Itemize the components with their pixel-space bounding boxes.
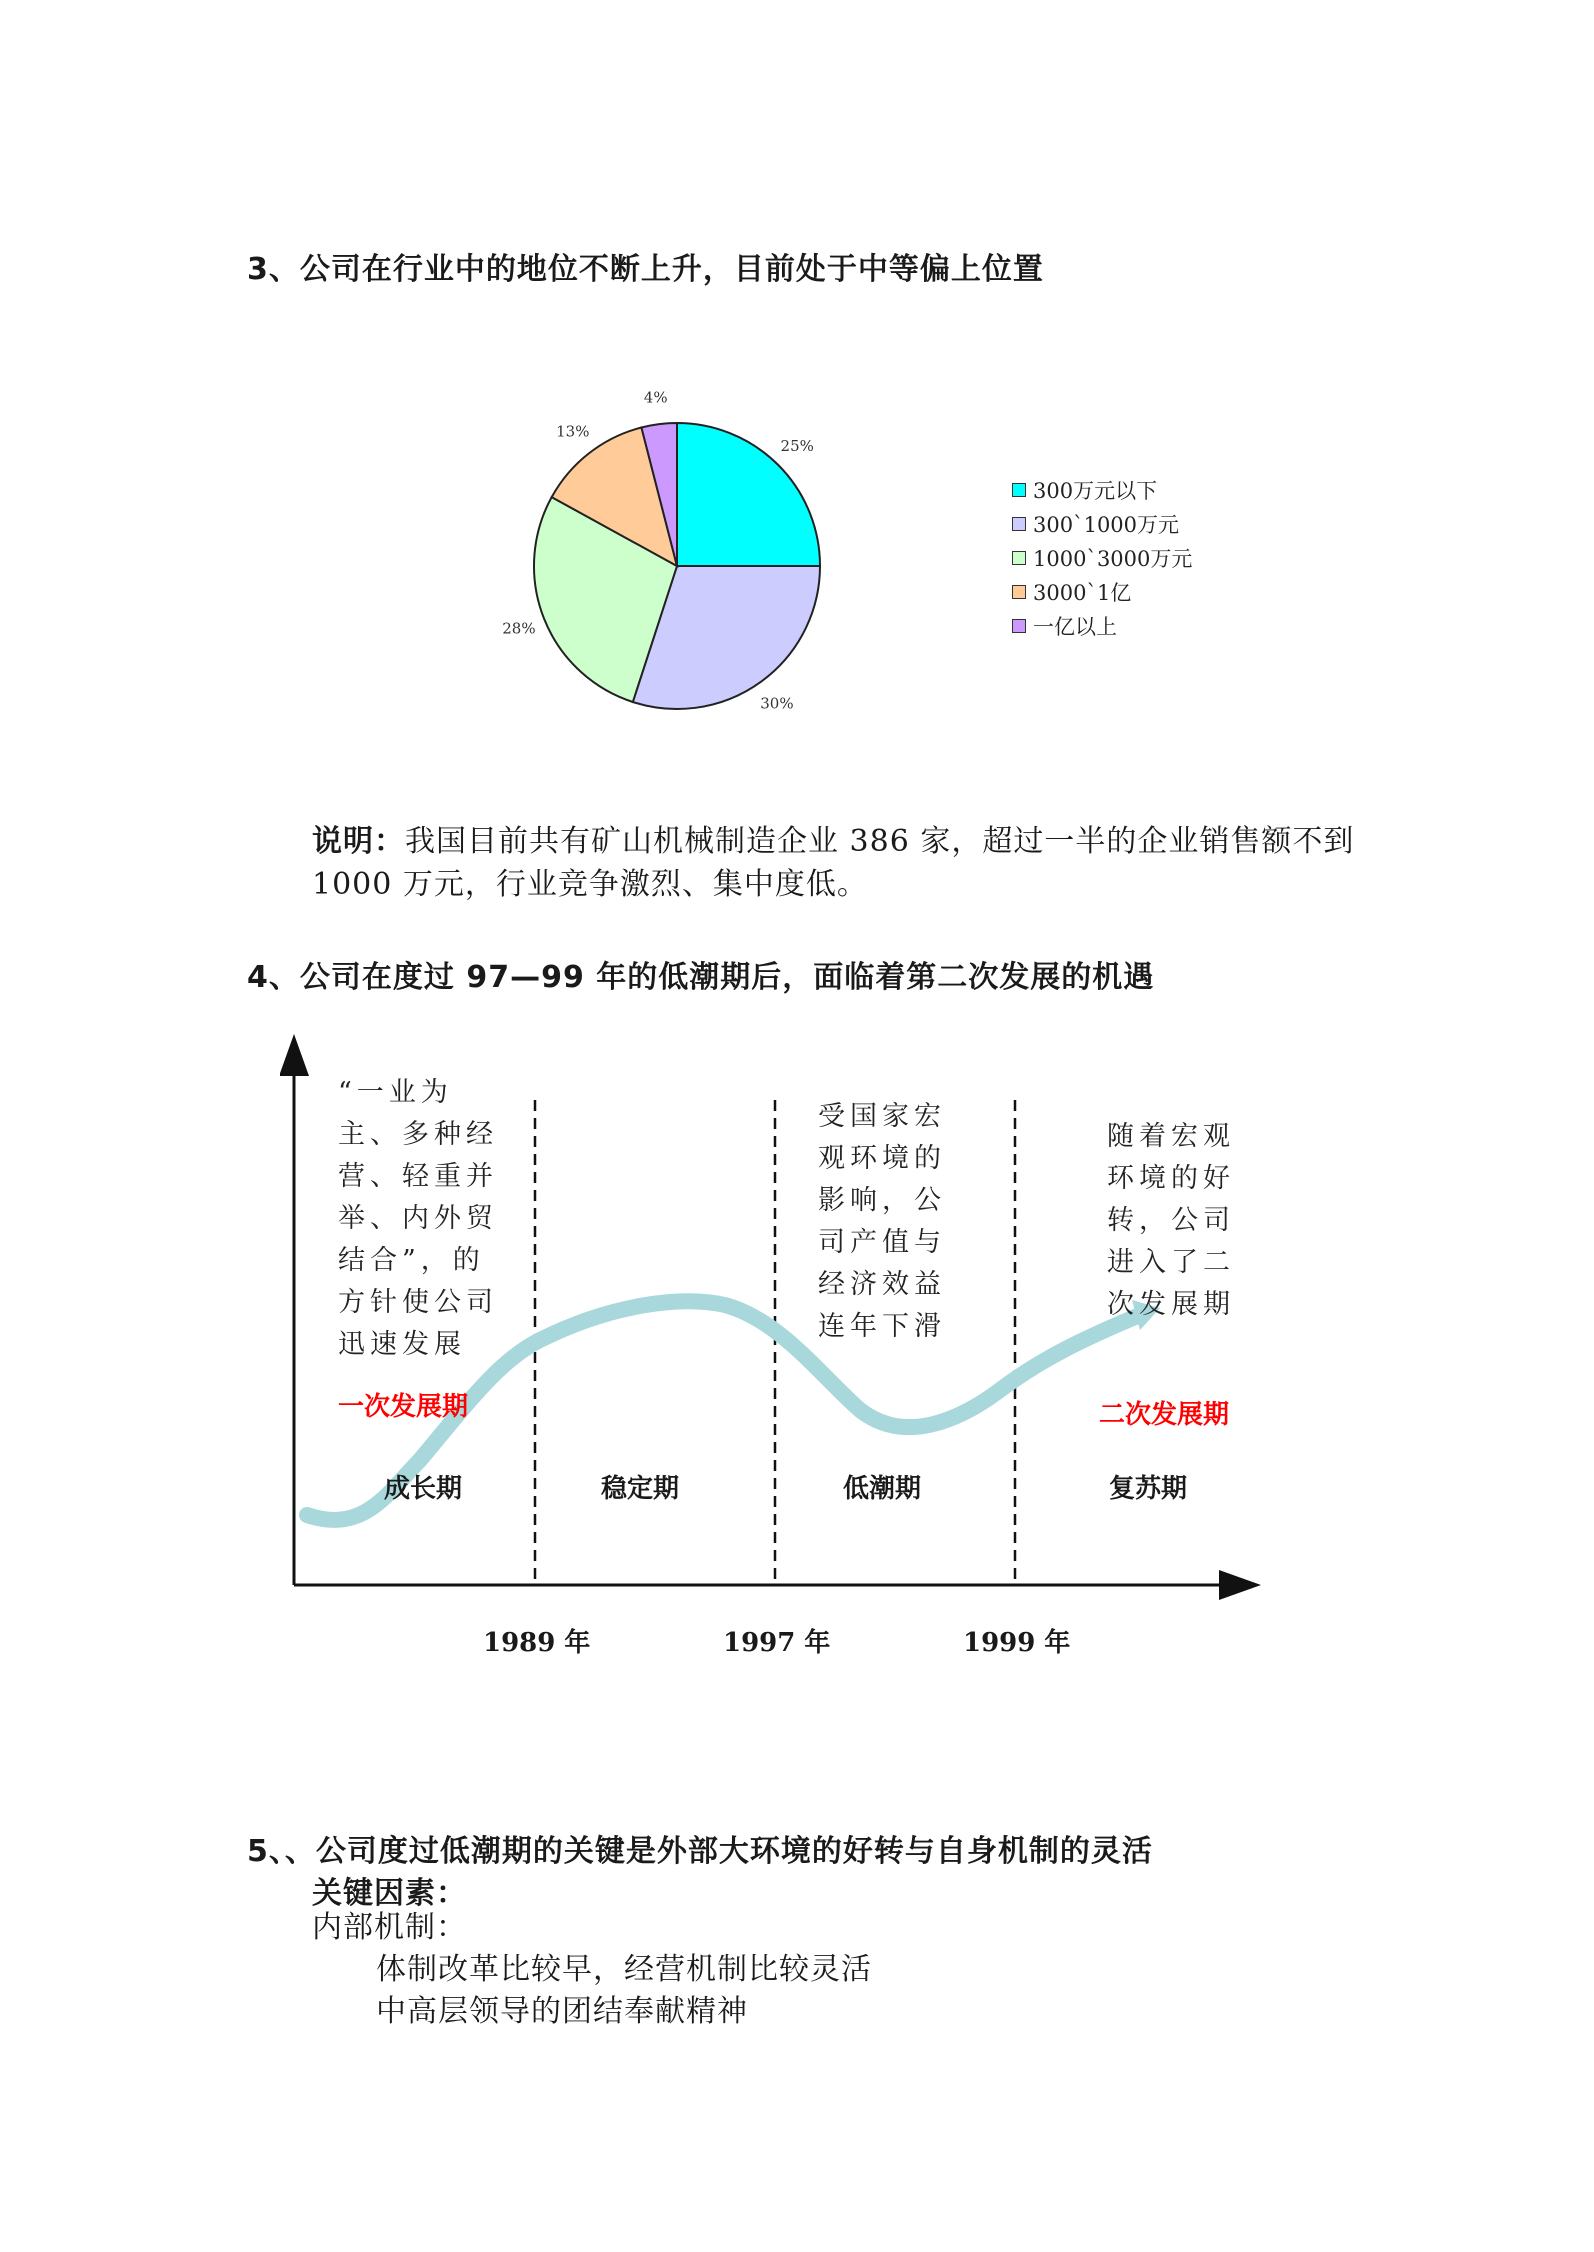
legend-label: 300万元以下 xyxy=(1033,479,1158,503)
phase-desc-recovery: 随着宏观环境的好转，公司进入了二次发展期 xyxy=(1107,1121,1235,1320)
phase-growth: 成长期 xyxy=(384,1474,463,1504)
legend-item xyxy=(1012,609,1192,643)
pie-data-label: 4% xyxy=(643,388,668,407)
section5-heading: 5、、公司度过低潮期的关键是外部大环境的好转与自身机制的灵活 xyxy=(247,1834,1153,1869)
phase-desc-low: 受国家宏观环境的影响，公司产值与经济效益连年下滑 xyxy=(818,1101,946,1342)
legend-label: 3000`1亿 xyxy=(1033,581,1132,605)
legend-swatch xyxy=(1012,585,1026,599)
phase-low: 低潮期 xyxy=(843,1474,922,1504)
phase-desc-growth: “一业为主、多种经营、轻重并举、内外贸结合”，的方针使公司迅速发展 xyxy=(338,1077,498,1360)
year-1999: 1999 年 xyxy=(963,1628,1071,1658)
factor-item: 中高层领导的团结奉献精神 xyxy=(376,1994,748,2029)
legend-label: 1000`3000万元 xyxy=(1033,547,1193,571)
pie-data-label: 28% xyxy=(502,619,536,638)
legend-item xyxy=(1012,541,1192,575)
pie-data-label: 30% xyxy=(760,694,794,713)
first-development-tag: 一次发展期 xyxy=(338,1392,469,1422)
section3-note xyxy=(312,820,1354,906)
legend-label: 一亿以上 xyxy=(1033,615,1117,639)
phase-recovery: 复苏期 xyxy=(1109,1474,1188,1504)
note-line1: 我国目前共有矿山机械制造企业 386 家，超过一半的企业销售额不到 xyxy=(405,824,1355,859)
factor-item: 体制改革比较早，经营机制比较灵活 xyxy=(376,1952,872,1987)
note-line2: 1000 万元，行业竞争激烈、集中度低。 xyxy=(312,867,868,902)
section3-heading: 3、公司在行业中的地位不断上升，目前处于中等偏上位置 xyxy=(247,252,1044,287)
pie-data-label: 13% xyxy=(556,422,590,441)
key-factors-label: 关键因素： xyxy=(312,1876,467,1911)
phase-stable: 稳定期 xyxy=(601,1474,680,1504)
pie-legend xyxy=(1012,473,1192,643)
year-1989: 1989 年 xyxy=(483,1628,591,1658)
second-development-tag: 二次发展期 xyxy=(1099,1400,1230,1430)
note-label: 说明： xyxy=(312,824,405,859)
legend-swatch xyxy=(1012,551,1026,565)
legend-swatch xyxy=(1012,517,1026,531)
year-1997: 1997 年 xyxy=(723,1628,831,1658)
internal-mechanism-label: 内部机制： xyxy=(312,1910,467,1945)
legend-item xyxy=(1012,507,1192,541)
legend-label: 300`1000万元 xyxy=(1033,513,1180,537)
legend-item xyxy=(1012,473,1192,507)
legend-item xyxy=(1012,575,1192,609)
legend-swatch xyxy=(1012,619,1026,633)
section4-heading: 4、公司在度过 97—99 年的低潮期后，面临着第二次发展的机遇 xyxy=(247,960,1155,995)
pie-data-label: 25% xyxy=(780,436,814,455)
legend-swatch xyxy=(1012,483,1026,497)
